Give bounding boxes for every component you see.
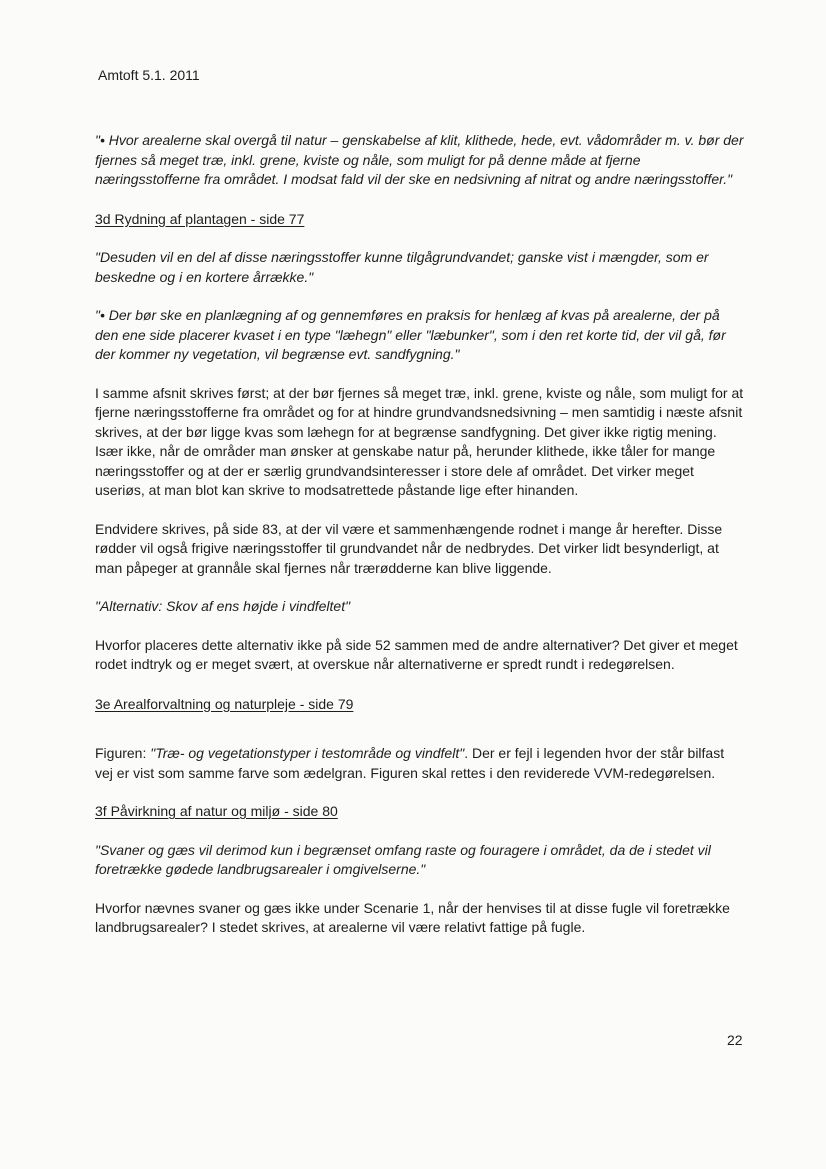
section-heading-3f: 3f Påvirkning af natur og miljø - side 80	[95, 803, 338, 819]
paragraph-scenarie-1: Hvorfor nævnes svaner og gæs ikke under Scenarie 1, når der henvises til at disse fugle vil foretrække landbrugsarealer? I stedet skrives, at arealerne vil være relativt fattige på fugle.	[95, 899, 730, 935]
document-header: Amtoft 5.1. 2011	[98, 67, 200, 83]
quote-natur-overgang: "• Hvor arealerne skal overgå til natur – genskabelse af klit, klithede, hede, evt. vådområder m. v. bør der fjernes så meget træ, inkl. grene, kviste og nåle, som muligt for på denne måde at fjerne næringsstofferne fra området. I modsat fald vil der ske en nedsivning af nitrat og andre næringsstoffer."	[95, 132, 744, 187]
figure-title: "Træ- og vegetationstyper i testområde og vindfelt"	[150, 745, 465, 761]
quote-svaner-gaes: "Svaner og gæs vil derimod kun i begrænset omfang raste og fouragere i området, da de i stedet vil foretrække gødede landbrugsarealer i omgivelserne."	[95, 841, 711, 877]
quote-kvas-laehegn: "• Der bør ske en planlægning af og gennemføres en praksis for henlæg af kvas på arealerne, der på den ene side placerer kvaset i en type "læhegn" eller "læbunker", som i den ret korte tid, der vil gå, før der kommer ny vegetation, vil begrænse evt. sandfygning."	[95, 307, 726, 362]
paragraph-figuren	[95, 744, 745, 783]
quote-alternativ: "Alternativ: Skov af ens højde i vindfeltet"	[95, 598, 351, 614]
quote-naeringsstoffer: "Desuden vil en del af disse næringsstoffer kunne tilgågrundvandet; ganske vist i mængder, som er beskedne og i en kortere årrække."	[95, 249, 709, 285]
paragraph-rodnet: Endvidere skrives, på side 83, at der vil være et sammenhængende rodnet i mange år herefter. Disse rødder vil også frigive næringsstoffer til grundvandet når de nedbrydes. Det virker lidt besynderligt, at man påpeger at grannåle skal fjernes når trærødderne kan blive liggende.	[95, 520, 723, 576]
figuren-prefix: Figuren:	[95, 745, 151, 761]
paragraph-alternativ-placering: Hvorfor placeres dette alternativ ikke på side 52 sammen med de andre alternativer? Det giver et meget rodet indtryk og er meget svært, at overskue når alternativerne er spredt rundt i redegørelsen.	[95, 636, 738, 672]
figuren-suffix: . Der er fejl i legenden hvor der står bilfast vej er vist som samme farve som ædelgran. Figuren skal rettes i den reviderede VVM-redegørelsen.	[95, 745, 725, 781]
page-number: 22	[727, 1032, 743, 1048]
section-heading-3e: 3e Arealforvaltning og naturpleje - side 79	[95, 695, 354, 712]
document-body	[95, 131, 745, 938]
paragraph-modsatrettede: I samme afsnit skrives først; at der bør fjernes så meget træ, inkl. grene, kviste og nåle, som muligt for at fjerne næringsstofferne fra området og for at hindre grundvandsnedsivning – men samtidig i næste afsnit skrives, at der bør ligge kvas som læhegn for at begrænse sandfygning. Det giver ikke rigtig mening. Især ikke, når de områder man ønsker at genskabe natur på, herunder klithede, ikke tåler for mange næringsstoffer og at der er særlig grundvandsinteresser i store dele af området. Det virker meget useriøs, at man blot kan skrive to modsatrettede påstande lige efter hinanden.	[95, 384, 744, 498]
section-heading-3d: 3d Rydning af plantagen - side 77	[95, 210, 305, 227]
